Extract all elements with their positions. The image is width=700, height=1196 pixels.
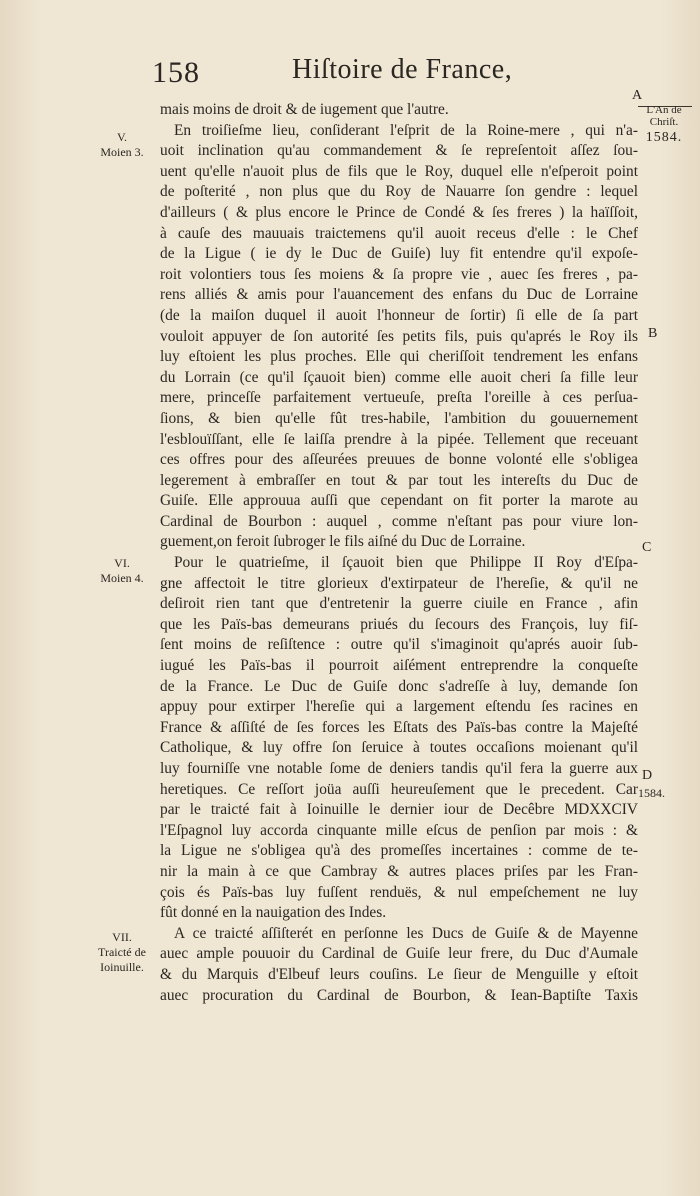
- text-line: luy eſtoient les plus proches. Elle qui cheriſſoit tendrement les enfans: [160, 348, 638, 366]
- text-line: A ce traicté aſſiſterét en perſonne les Ducs de Guiſe & de Mayenne: [174, 924, 638, 942]
- margin-letter-a: A: [632, 88, 643, 103]
- text-line: deſiroit rien tant que d'entretenir la guerre ciuile en France , afin: [160, 595, 638, 613]
- text-line: auec procuration du Cardinal de Bourbon, & Iean-Baptiſte Taxis: [160, 986, 638, 1004]
- margin-note-number: VI.: [114, 556, 130, 570]
- text-line: du Lorrain (ce qu'il ſçauoit bien) comme elle auoit cheri ſa fille leur: [160, 368, 638, 386]
- text-line: uoit inclination qu'au commandement & ſe repreſentoit aſſez ſou-: [160, 142, 638, 160]
- year-value: 1584.: [645, 130, 683, 145]
- text-line: Cardinal de Bourbon : auquel , comme n'eſtant pas pour viure lon-: [160, 512, 638, 530]
- text-line: d'ailleurs ( & plus encore le Prince de Condé & ſes freres ) la haïſſoit,: [160, 203, 638, 221]
- margin-year-d: 1584.: [638, 786, 665, 800]
- text-line: En troiſieſme lieu, conſiderant l'eſprit de la Roine-mere , qui n'a-: [174, 121, 638, 139]
- margin-note-vii: [84, 930, 160, 975]
- text-line: nir la main à ce que Cambray & autres places priſes par les Fran-: [160, 862, 638, 880]
- margin-note-text: Moien 3.: [100, 145, 144, 159]
- text-line: par le traicté fait à Ioinuille le dernier iour de Decêbre MDXXCIV: [160, 801, 638, 819]
- text-line: de la France. Le Duc de Guiſe donc s'adreſſe à luy, demande ſon: [160, 677, 638, 695]
- text-line: roit volontiers tous ſes moiens & ſa propre vie , auec ſes freres , pa-: [160, 265, 638, 283]
- margin-note-text: Moien 4.: [100, 571, 144, 585]
- text-line: uent qu'elle n'auoit plus de fils que le Roy, duquel elle n'eſperoit point: [160, 162, 638, 180]
- text-line: mere, princeſſe parfaitement vertueuſe, preſta l'oreille à ces perſua-: [160, 389, 638, 407]
- text-line: appuy pour extirper l'hereſie qui a largement eſtendu ſes racines en: [160, 698, 638, 716]
- text-line: France & aſſiſté de ſes forces les Eſtats des Païs-bas contre la Majeſté: [160, 718, 638, 736]
- body-text: [160, 100, 638, 1006]
- margin-letter-d: D: [642, 768, 653, 783]
- text-line: & du Marquis d'Elbeuf leurs couſins. Le ſieur de Menguille y eſtoit: [160, 965, 638, 983]
- margin-note-number: V.: [116, 130, 128, 144]
- text-line: Catholique, & luy offre ſon ſeruice à toutes occaſions moienant qu'il: [160, 739, 638, 757]
- text-line: auec ample pouuoir du Cardinal de Guiſe leur frere, du Duc d'Aumale: [160, 945, 638, 963]
- text-line: çois és Païs-bas luy fuſſent renduës, & nul empeſchement ne luy: [160, 883, 638, 901]
- text-line: Guiſe. Elle approuua auſſi que cependant on fit porter la marote au: [160, 492, 638, 510]
- margin-letter-c: C: [642, 540, 652, 555]
- running-title: Hiſtoire de France,: [292, 54, 513, 85]
- text-line: luy fourniſſe vne notable ſome de deniers tandis qu'il fera la guerre aux: [160, 760, 638, 777]
- text-line: la Ligue ne s'obligea qu'à des promeſſes incertaines : comme de te-: [160, 842, 638, 860]
- text-line: que les Païs-bas demeurans priués du ſecours des François, luy fiſ-: [160, 615, 638, 633]
- text-line: guement,on feroit ſubroger le fils aiſné du Duc de Lorraine.: [160, 533, 526, 551]
- text-line: gne affectoit le titre glorieux d'extirpateur de l'hereſie, & qu'il ne: [160, 574, 638, 592]
- text-line: iugué les Païs-bas il pourroit aiſément entreprendre la conqueſte: [160, 657, 638, 675]
- text-line: fût donné en la nauigation des Indes.: [160, 904, 387, 922]
- text-line: ſions, & bien qu'elle fût tres-habile, l'ambition du gouuernement: [160, 409, 638, 427]
- margin-note-v: [84, 130, 160, 160]
- text-line: de la Ligue ( ie dy le Duc de Guiſe) luy fit entendre qu'il expoſe-: [160, 245, 638, 263]
- text-line: heretiques. Ce reſſort joüa auſſi heureuſement que le precedent. Car: [160, 780, 638, 798]
- margin-letter-b: B: [648, 326, 658, 341]
- text-line: ſent moins de reſiſtence : outre qu'il s'imaginoit qu'aprés auoir ſub-: [160, 636, 638, 654]
- year-sidenote: [634, 104, 694, 144]
- text-line: mais moins de droit & de iugement que l'autre.: [160, 101, 449, 118]
- year-heading: L'An de Chriſt.: [646, 104, 682, 128]
- page-number: 158: [152, 56, 200, 89]
- margin-note-text: Traicté de Ioinuille.: [98, 945, 146, 974]
- text-line: legerement à embraſſer en tout & par tout les intereſts du Duc de: [160, 471, 638, 489]
- text-line: de poſterité , non plus que du Roy de Nauarre ſon gendre : lequel: [160, 183, 638, 201]
- text-line: l'esblouïſſant, elle ſe laiſſa prendre à la pipée. Tellement que receuant: [160, 430, 638, 448]
- margin-note-vi: [84, 556, 160, 586]
- text-line: vouloit appuyer de ſon autorité ſes petits fils, puis qu'aprés le Roy ils: [160, 327, 638, 345]
- text-line: Pour le quatrieſme, il ſçauoit bien que Philippe II Roy d'Eſpa-: [174, 554, 638, 572]
- text-line: l'Eſpagnol luy accorda cinquante mille eſcus de penſion par mois : &: [160, 821, 638, 839]
- text-line: rens alliés & amis pour l'auancement des enfans du Duc de Lorraine: [160, 286, 638, 304]
- margin-note-number: VII.: [112, 930, 132, 944]
- text-line: ces offres pour des aſſeurées preuues de bonne volonté elle s'obligea: [160, 451, 638, 469]
- text-line: (de la maiſon duquel il auoit l'honneur de ſortir) ſi elle de ſa part: [160, 306, 638, 324]
- text-line: à cauſe des mauuais traictemens qu'il auoit receus d'elle : le Chef: [160, 224, 638, 242]
